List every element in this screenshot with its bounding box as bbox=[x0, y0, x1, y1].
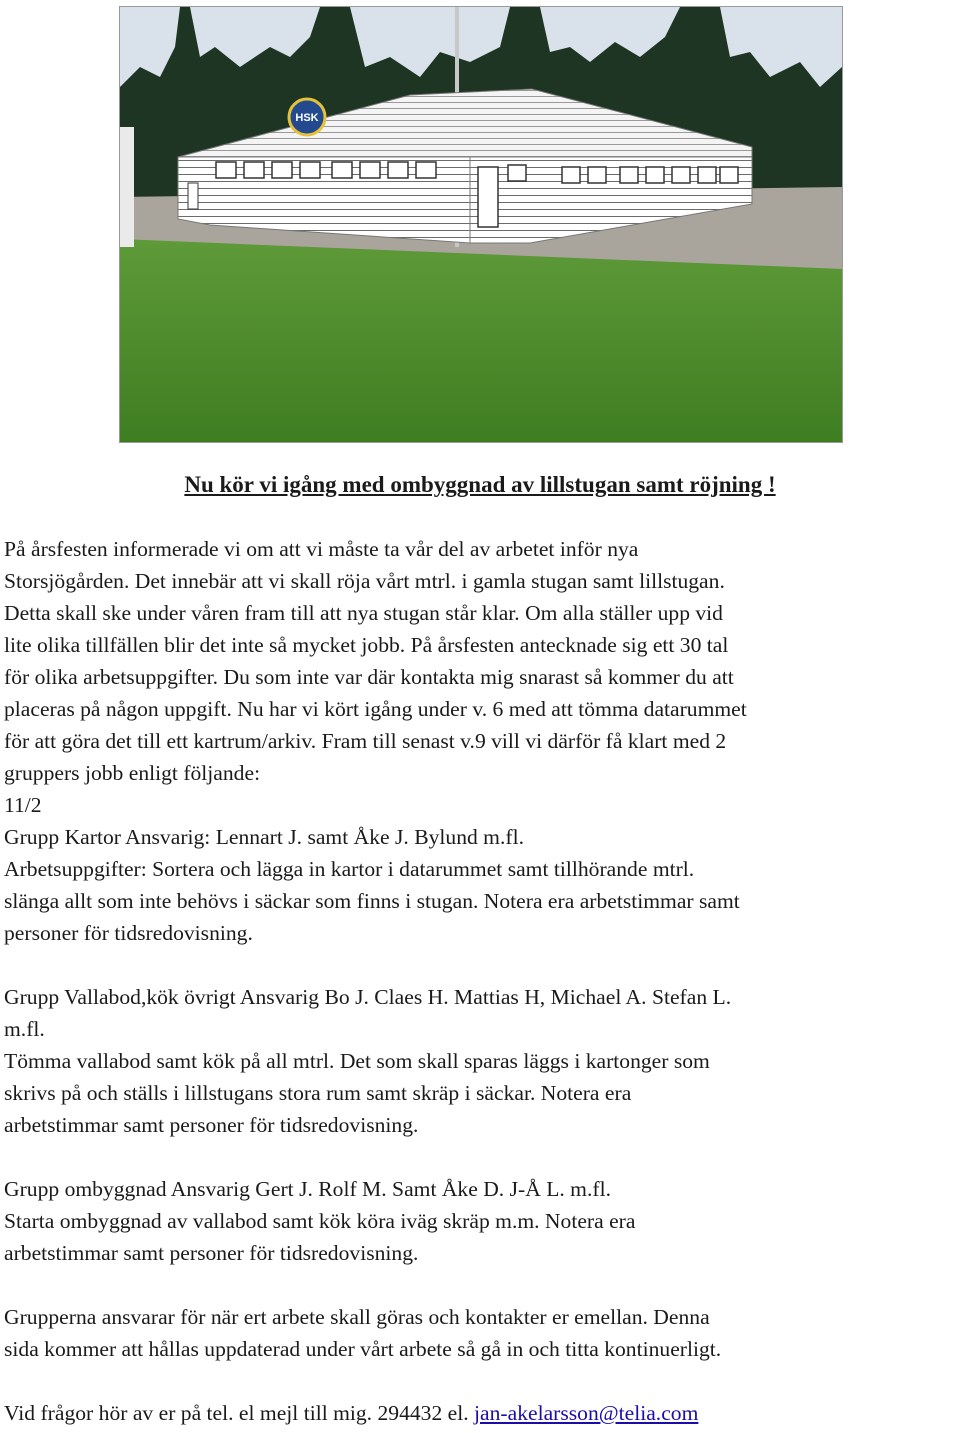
text-line: m.fl. bbox=[4, 1017, 45, 1041]
text-line: Storsjögården. Det innebär att vi skall röja vårt mtrl. i gamla stugan samt lillstugan. bbox=[4, 569, 725, 593]
blank-line bbox=[4, 1269, 959, 1301]
text-line: arbetstimmar samt personer för tidsredovisning. bbox=[4, 1241, 419, 1265]
grass bbox=[120, 239, 842, 442]
blank-line bbox=[4, 949, 959, 981]
building-photo bbox=[119, 6, 843, 443]
text-line: Grupp ombyggnad Ansvarig Gert J. Rolf M. Samt Åke D. J-Å L. m.fl. bbox=[4, 1177, 611, 1201]
blank-line bbox=[4, 1365, 959, 1397]
text-line: Tömma vallabod samt kök på all mtrl. Det som skall sparas läggs i kartonger som bbox=[4, 1049, 710, 1073]
text-line: Starta ombyggnad av vallabod samt kök köra iväg skräp m.m. Notera era bbox=[4, 1209, 636, 1233]
body-text bbox=[4, 533, 959, 1429]
contact-line bbox=[4, 1397, 959, 1429]
text-line: Detta skall ske under våren fram till att nya stugan står klar. Om alla ställer upp vid bbox=[4, 601, 723, 625]
email-link[interactable]: jan-akelarsson@telia.com bbox=[474, 1401, 699, 1425]
contact-text: Vid frågor hör av er på tel. el mejl till mig. 294432 el. bbox=[4, 1401, 475, 1425]
text-line: för olika arbetsuppgifter. Du som inte var där kontakta mig snarast så kommer du att bbox=[4, 665, 734, 689]
text-line: Grupperna ansvarar för när ert arbete skall göras och kontakter er emellan. Denna bbox=[4, 1305, 710, 1329]
text-line: skrivs på och ställs i lillstugans stora rum samt skräp i säckar. Notera era bbox=[4, 1081, 632, 1105]
paragraph-lines bbox=[4, 533, 959, 1397]
text-line: arbetstimmar samt personer för tidsredovisning. bbox=[4, 1113, 419, 1137]
text-line: placeras på någon uppgift. Nu har vi kört igång under v. 6 med att tömma datarummet bbox=[4, 697, 747, 721]
text-line: slänga allt som inte behövs i säckar som finns i stugan. Notera era arbetstimmar samt bbox=[4, 889, 740, 913]
page-title: Nu kör vi igång med ombyggnad av lillstugan samt röjning ! bbox=[184, 472, 776, 497]
blank-line bbox=[4, 1141, 959, 1173]
logo-text: HSK bbox=[295, 112, 319, 124]
text-line: personer för tidsredovisning. bbox=[4, 921, 253, 945]
text-line: sida kommer att hållas uppdaterad under vårt arbete så gå in och titta kontinuerligt. bbox=[4, 1337, 722, 1361]
text-line: för att göra det till ett kartrum/arkiv. Fram till senast v.9 vill vi därför få klart med 2 bbox=[4, 729, 727, 753]
text-line: 11/2 bbox=[4, 793, 42, 817]
text-line: Grupp Vallabod,kök övrigt Ansvarig Bo J. Claes H. Mattias H, Michael A. Stefan L. bbox=[4, 985, 732, 1009]
door bbox=[478, 167, 498, 227]
text-line: gruppers jobb enligt följande: bbox=[4, 761, 261, 785]
text-line: lite olika tillfällen blir det inte så mycket jobb. På årsfesten antecknade sig ett 30 tal bbox=[4, 633, 729, 657]
text-line: På årsfesten informerade vi om att vi måste ta vår del av arbetet inför nya bbox=[4, 537, 639, 561]
text-line: Arbetsuppgifter: Sortera och lägga in kartor i datarummet samt tillhörande mtrl. bbox=[4, 857, 695, 881]
text-line: Grupp Kartor Ansvarig: Lennart J. samt Åke J. Bylund m.fl. bbox=[4, 825, 524, 849]
